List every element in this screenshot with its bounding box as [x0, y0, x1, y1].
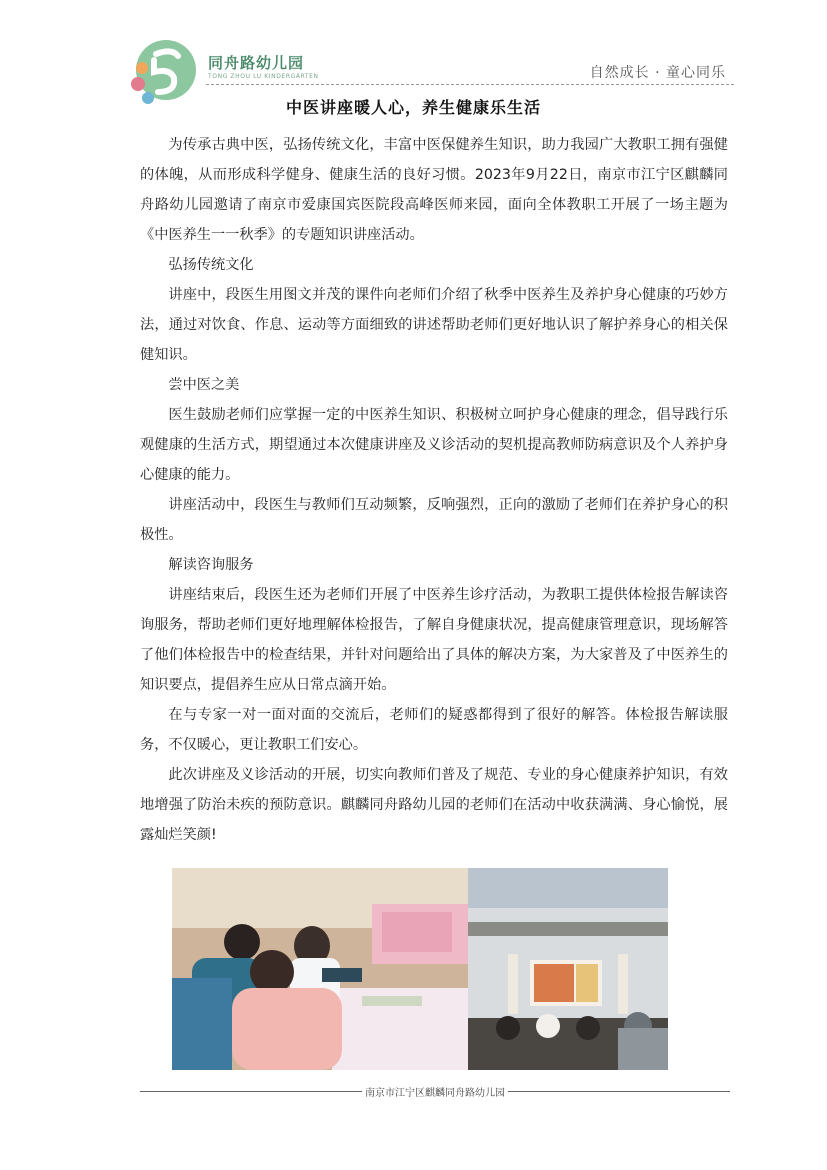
lecture-hall-photo — [468, 868, 668, 1070]
consultation-photo — [172, 868, 468, 1070]
header-divider — [206, 84, 734, 85]
paragraph: 讲座活动中，段医生与教师们互动频繁，反响强烈，正向的激励了老师们在养护身心的积极性。 — [140, 497, 728, 543]
paragraph: 讲座结束后，段医生还为老师们开展了中医养生诊疗活动，为教职工提供体检报告解读咨询服务，帮助老师们更好地理解体检报告，了解自身健康状况，提高健康管理意识，现场解答了他们体检报告中的检查结果，并针对问题给出了具体的解决方案，为大家普及了中医养生的知识要点，提倡养生应从日常点滴开始。 — [140, 587, 728, 693]
school-name: 同舟路幼儿园 — [208, 54, 305, 72]
footer-divider-right — [508, 1091, 730, 1092]
header-slogan: 自然成长 · 童心同乐 — [589, 65, 726, 81]
article-body — [140, 130, 728, 850]
page-footer — [140, 1084, 730, 1099]
footer-text: 南京市江宁区麒麟同舟路幼儿园 — [365, 1088, 505, 1099]
paragraph: 讲座中，段医生用图文并茂的课件向老师们介绍了秋季中医养生及养护身心健康的巧妙方法，通过对饮食、作息、运动等方面细致的讲述帮助老师们更好地认识了解护养身心的相关保健知识。 — [140, 287, 728, 363]
school-name-en: TONG ZHOU LU KINDERGARTEN — [208, 73, 319, 80]
paragraph: 此次讲座及义诊活动的开展，切实向教师们普及了规范、专业的身心健康养护知识，有效地增强了防治未疾的预防意识。麒麟同舟路幼儿园的老师们在活动中收获满满、身心愉悦，展露灿烂笑颜! — [140, 767, 728, 843]
paragraph: 为传承古典中医，弘扬传统文化，丰富中医保健养生知识，助力我园广大教职工拥有强健的体魄，从而形成科学健身、健康生活的良好习惯。2023年9月22日，南京市江宁区麒麟同舟路幼儿园邀请了南京市爱康国宾医院段高峰医师来园，面向全体教职工开展了一场主题为《中医养生一一秋季》的专题知识讲座活动。 — [140, 137, 728, 243]
section-heading: 解读咨询服务 — [168, 557, 254, 573]
page-header — [122, 36, 734, 90]
section-heading: 弘扬传统文化 — [168, 257, 254, 273]
article-title: 中医讲座暖人心，养生健康乐生活 — [285, 98, 541, 117]
section-heading: 尝中医之美 — [168, 377, 240, 393]
footer-divider-left — [140, 1091, 362, 1092]
paragraph: 在与专家一对一面对面的交流后，老师们的疑惑都得到了很好的解答。体检报告解读服务，不仅暖心，更让教职工们安心。 — [140, 707, 728, 753]
paragraph: 医生鼓励老师们应掌握一定的中医养生知识、积极树立呵护身心健康的理念，倡导践行乐观健康的生活方式，期望通过本次健康讲座及义诊活动的契机提高教师防病意识及个人养护身心健康的能力。 — [140, 407, 728, 483]
photo-strip — [172, 868, 668, 1070]
